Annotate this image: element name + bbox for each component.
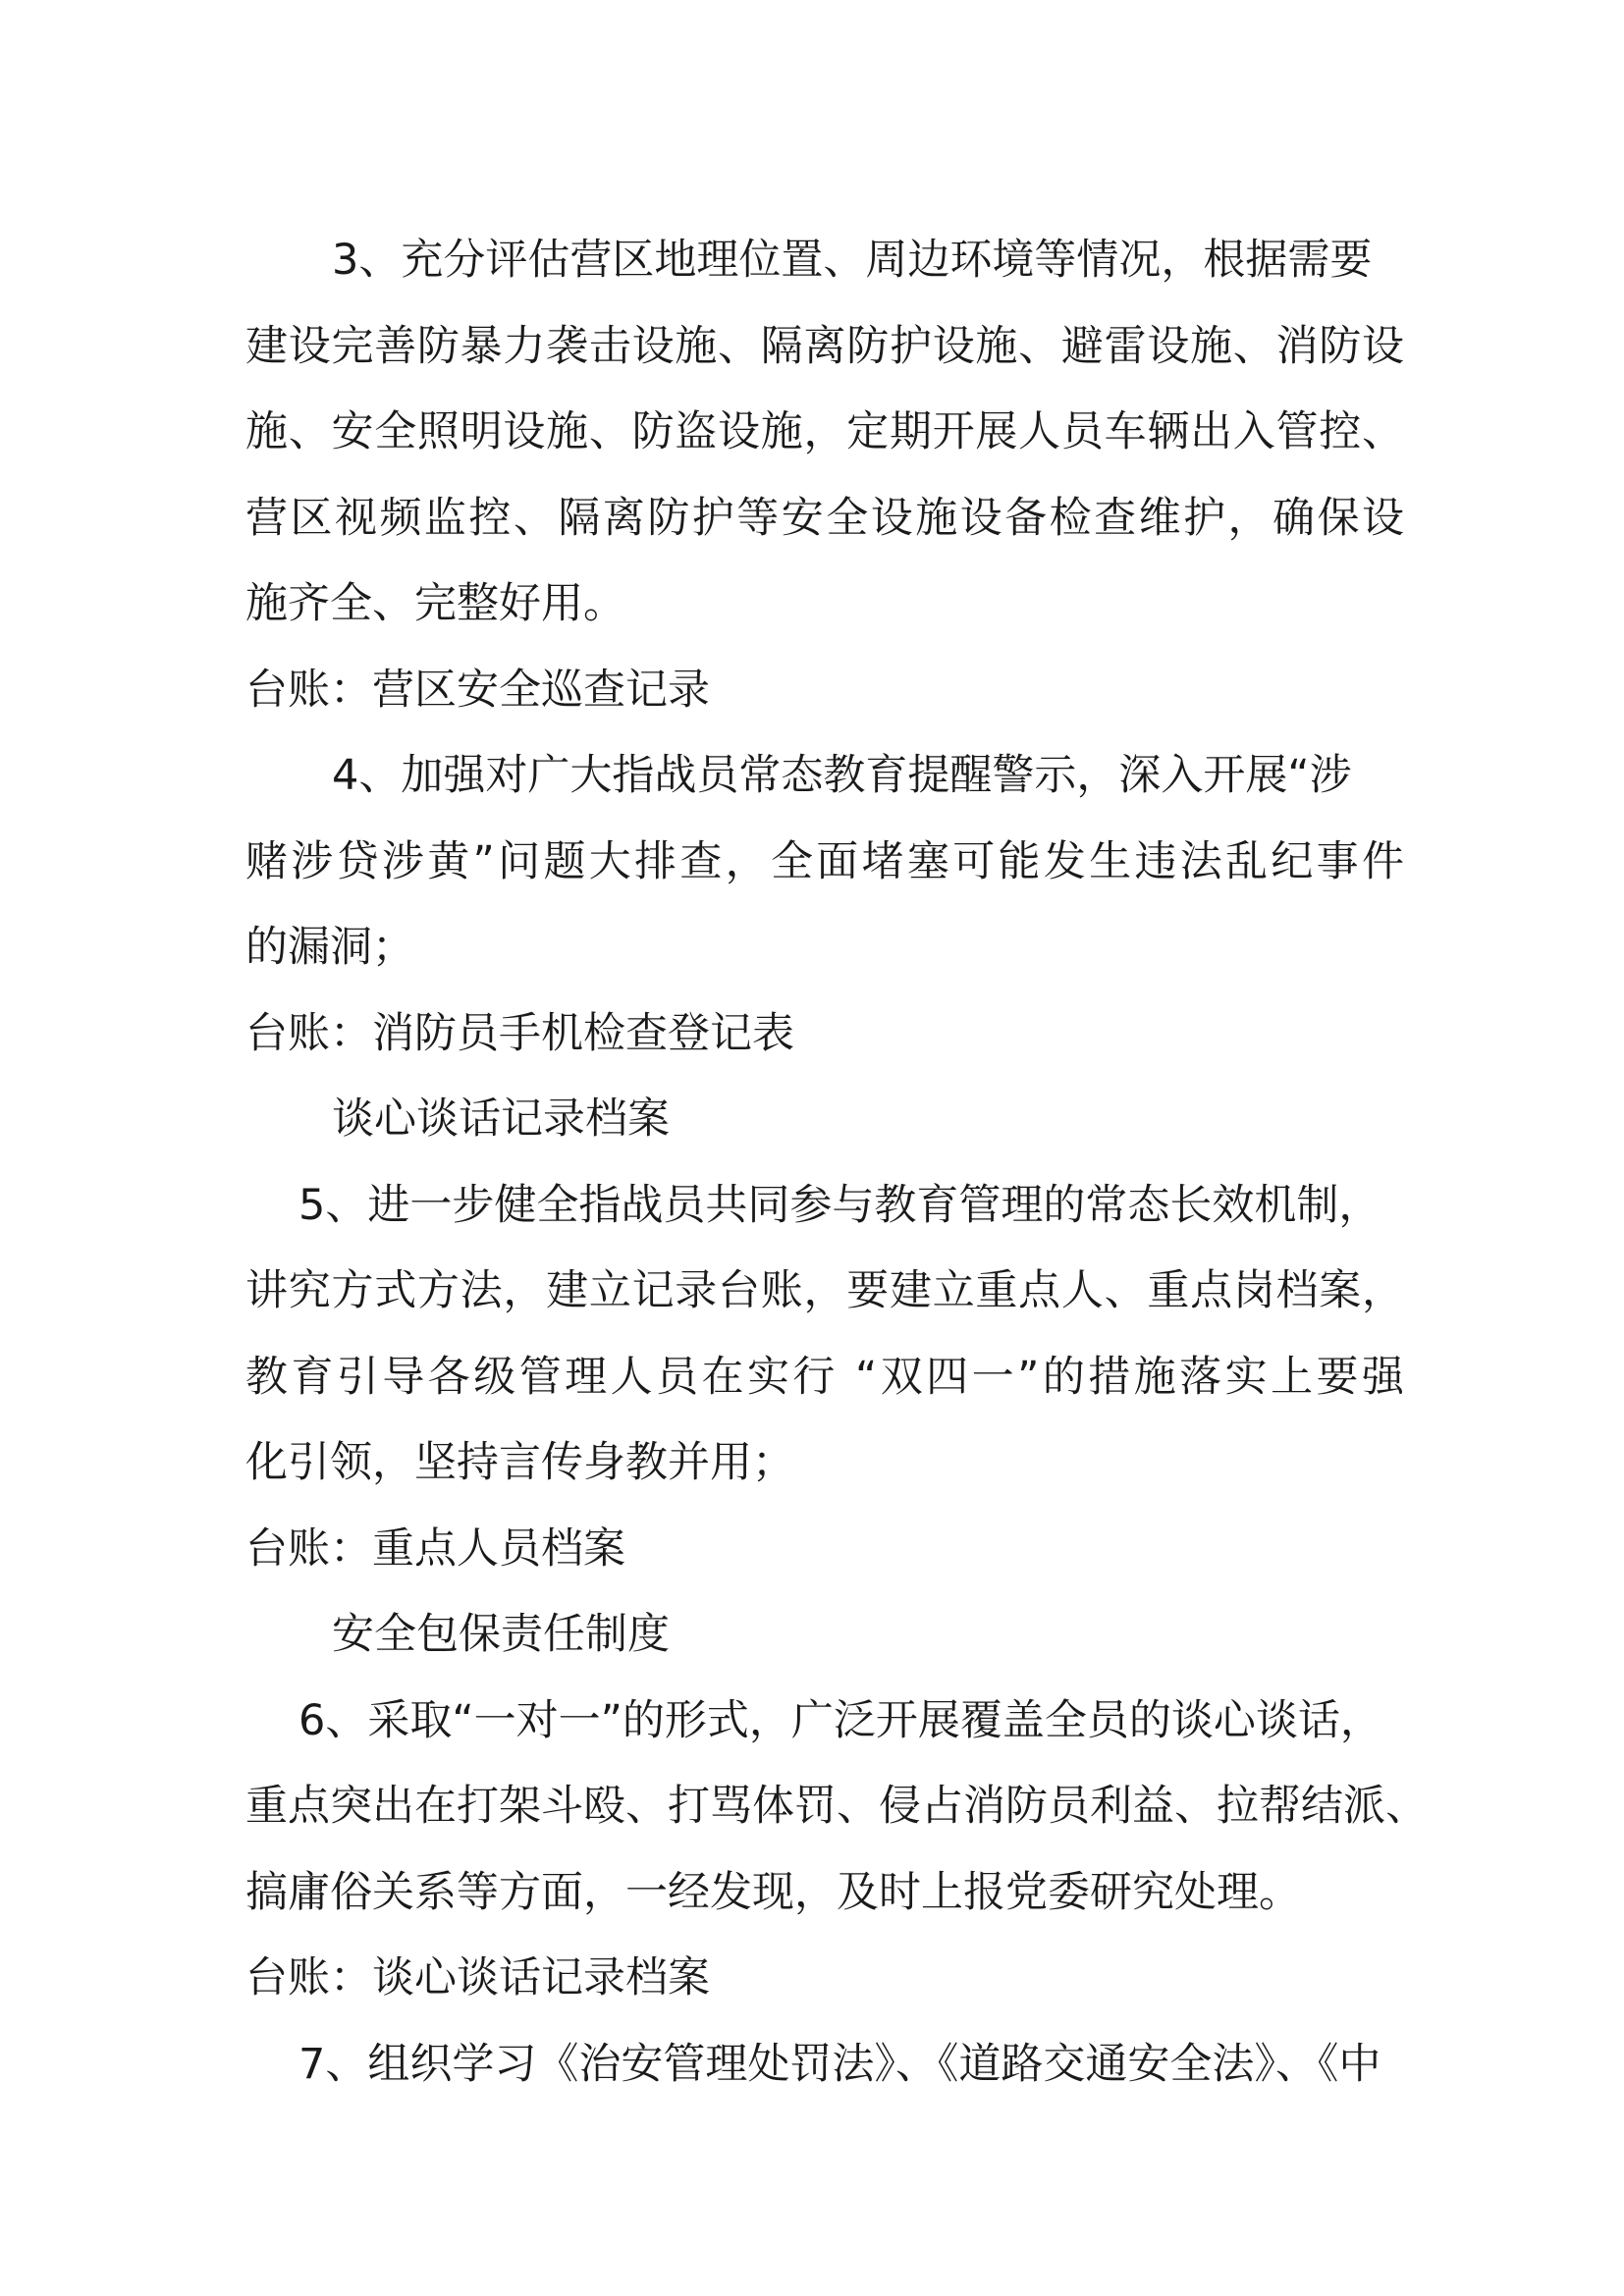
ledger-line-2-extra: 谈心谈话记录档案 [332,1095,670,1144]
paragraph-3-line-2: 建设完善防暴力袭击设施、隔离防护设施、避雷设施、消防设 [245,321,1404,371]
ledger-line-3-extra: 安全包保责任制度 [332,1610,670,1659]
paragraph-4-line-2: 赌涉贷涉黄”问题大排查，全面堵塞可能发生违法乱纪事件 [245,836,1404,886]
paragraph-6-line-1: 6、采取“一对一”的形式，广泛开展覆盖全员的谈心谈话， [298,1695,1382,1745]
paragraph-5-line-4: 化引领，坚持言传身教并用； [245,1438,794,1487]
paragraph-3-line-4: 营区视频监控、隔离防护等安全设施设备检查维护，确保设 [245,493,1404,543]
paragraph-7-line-1: 7、组织学习《治安管理处罚法》、《道路交通安全法》、《中 [298,2039,1381,2089]
ledger-line-3: 台账：重点人员档案 [245,1523,625,1574]
paragraph-5-line-3: 教育引导各级管理人员在实行 “双四一”的措施落实上要强 [245,1352,1404,1402]
paragraph-3-line-1: 3、充分评估营区地理位置、周边环境等情况，根据需要 [332,236,1373,285]
ledger-line-2: 台账：消防员手机检查登记表 [245,1008,794,1058]
document-body [245,218,1428,2108]
paragraph-4-line-1: 4、加强对广大指战员常态教育提醒警示，深入开展“涉 [332,751,1352,800]
paragraph-5-line-2: 讲究方式方法，建立记录台账，要建立重点人、重点岗档案， [245,1266,1404,1315]
paragraph-3-line-5: 施齐全、完整好用。 [245,579,625,628]
paragraph-4-line-3: 的漏洞； [245,923,414,972]
paragraph-6-line-2: 重点突出在打架斗殴、打骂体罚、侵占消防员利益、拉帮结派、 [245,1782,1428,1831]
ledger-line-1: 台账：营区安全巡查记录 [245,665,710,715]
paragraph-5-line-1: 5、进一步健全指战员共同参与教育管理的常态长效机制， [298,1180,1381,1230]
paragraph-3-line-3: 施、安全照明设施、防盗设施，定期开展人员车辆出入管控、 [245,407,1404,456]
paragraph-6-line-3: 搞庸俗关系等方面，一经发现，及时上报党委研究处理。 [245,1867,1301,1917]
ledger-line-4: 台账：谈心谈话记录档案 [245,1953,710,2002]
